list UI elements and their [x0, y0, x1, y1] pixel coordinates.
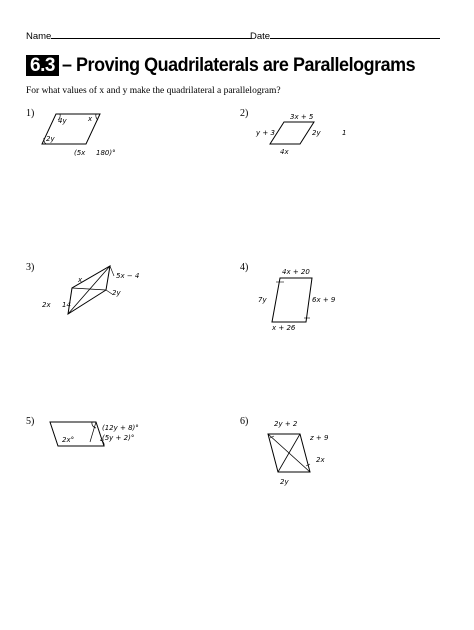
title-row	[26, 55, 446, 76]
fig4-label-top: 4x + 20	[282, 268, 310, 276]
fig5-label-2x: 2x°	[62, 436, 75, 444]
fig2-label-right-extra: 1	[342, 129, 347, 137]
fig6-label-z9: z + 9	[310, 434, 329, 442]
problem-1-number: 1)	[26, 108, 35, 119]
fig5-label-12y-8: (12y + 8)°	[102, 424, 139, 432]
figure-4-parallelogram	[254, 264, 364, 330]
section-number-badge: 6.3	[26, 55, 59, 76]
fig3-label-2x: 2x	[42, 301, 51, 309]
date-line[interactable]	[250, 30, 440, 42]
figure-1-parallelogram	[38, 110, 118, 160]
instructions: For what values of x and y make the quadrilateral a parallelogram?	[26, 86, 281, 96]
figure-2-parallelogram	[256, 110, 356, 160]
fig4-label-left: 7y	[258, 296, 267, 304]
problem-2-number: 2)	[240, 108, 249, 119]
name-line[interactable]	[26, 30, 251, 42]
fig4-label-right: 6x + 9	[312, 296, 336, 304]
figure-3-parallelogram	[40, 262, 150, 322]
problem-3-number: 3)	[26, 262, 35, 273]
date-label: Date	[250, 31, 271, 42]
fig1-label-5x: (5x	[74, 149, 86, 157]
fig6-label-top: 2y + 2	[274, 420, 298, 428]
fig1-label-4y: 4y	[58, 117, 67, 125]
figure-6-parallelogram	[262, 416, 342, 488]
figure-5-parallelogram	[44, 416, 164, 456]
fig2-label-bottom: 4x	[280, 148, 289, 156]
name-blank[interactable]	[51, 30, 251, 39]
fig4-label-bottom: x + 26	[272, 324, 296, 332]
fig2-label-left: y + 3	[256, 129, 275, 137]
date-blank[interactable]	[270, 30, 440, 39]
fig3-label-5x-4: 5x − 4	[116, 272, 140, 280]
fig3-label-x: x	[78, 276, 83, 284]
fig2-label-top: 3x + 5	[290, 113, 314, 121]
fig1-label-180: 180)°	[96, 149, 116, 157]
problem-6-number: 6)	[240, 416, 249, 427]
fig3-label-14: 14	[62, 301, 71, 309]
problem-4-number: 4)	[240, 262, 249, 273]
fig6-label-2y: 2y	[280, 478, 289, 486]
fig6-label-2x: 2x	[316, 456, 325, 464]
problem-5-number: 5)	[26, 416, 35, 427]
fig1-label-2y: 2y	[46, 135, 55, 143]
fig3-label-2y: 2y	[112, 289, 121, 297]
name-label: Name	[26, 31, 52, 42]
fig2-label-right: 2y	[312, 129, 321, 137]
fig5-label-5y-2: (5y + 2)°	[102, 434, 135, 442]
page-title: – Proving Quadrilaterals are Parallelograms	[61, 54, 416, 76]
fig1-label-x: x	[88, 115, 93, 123]
